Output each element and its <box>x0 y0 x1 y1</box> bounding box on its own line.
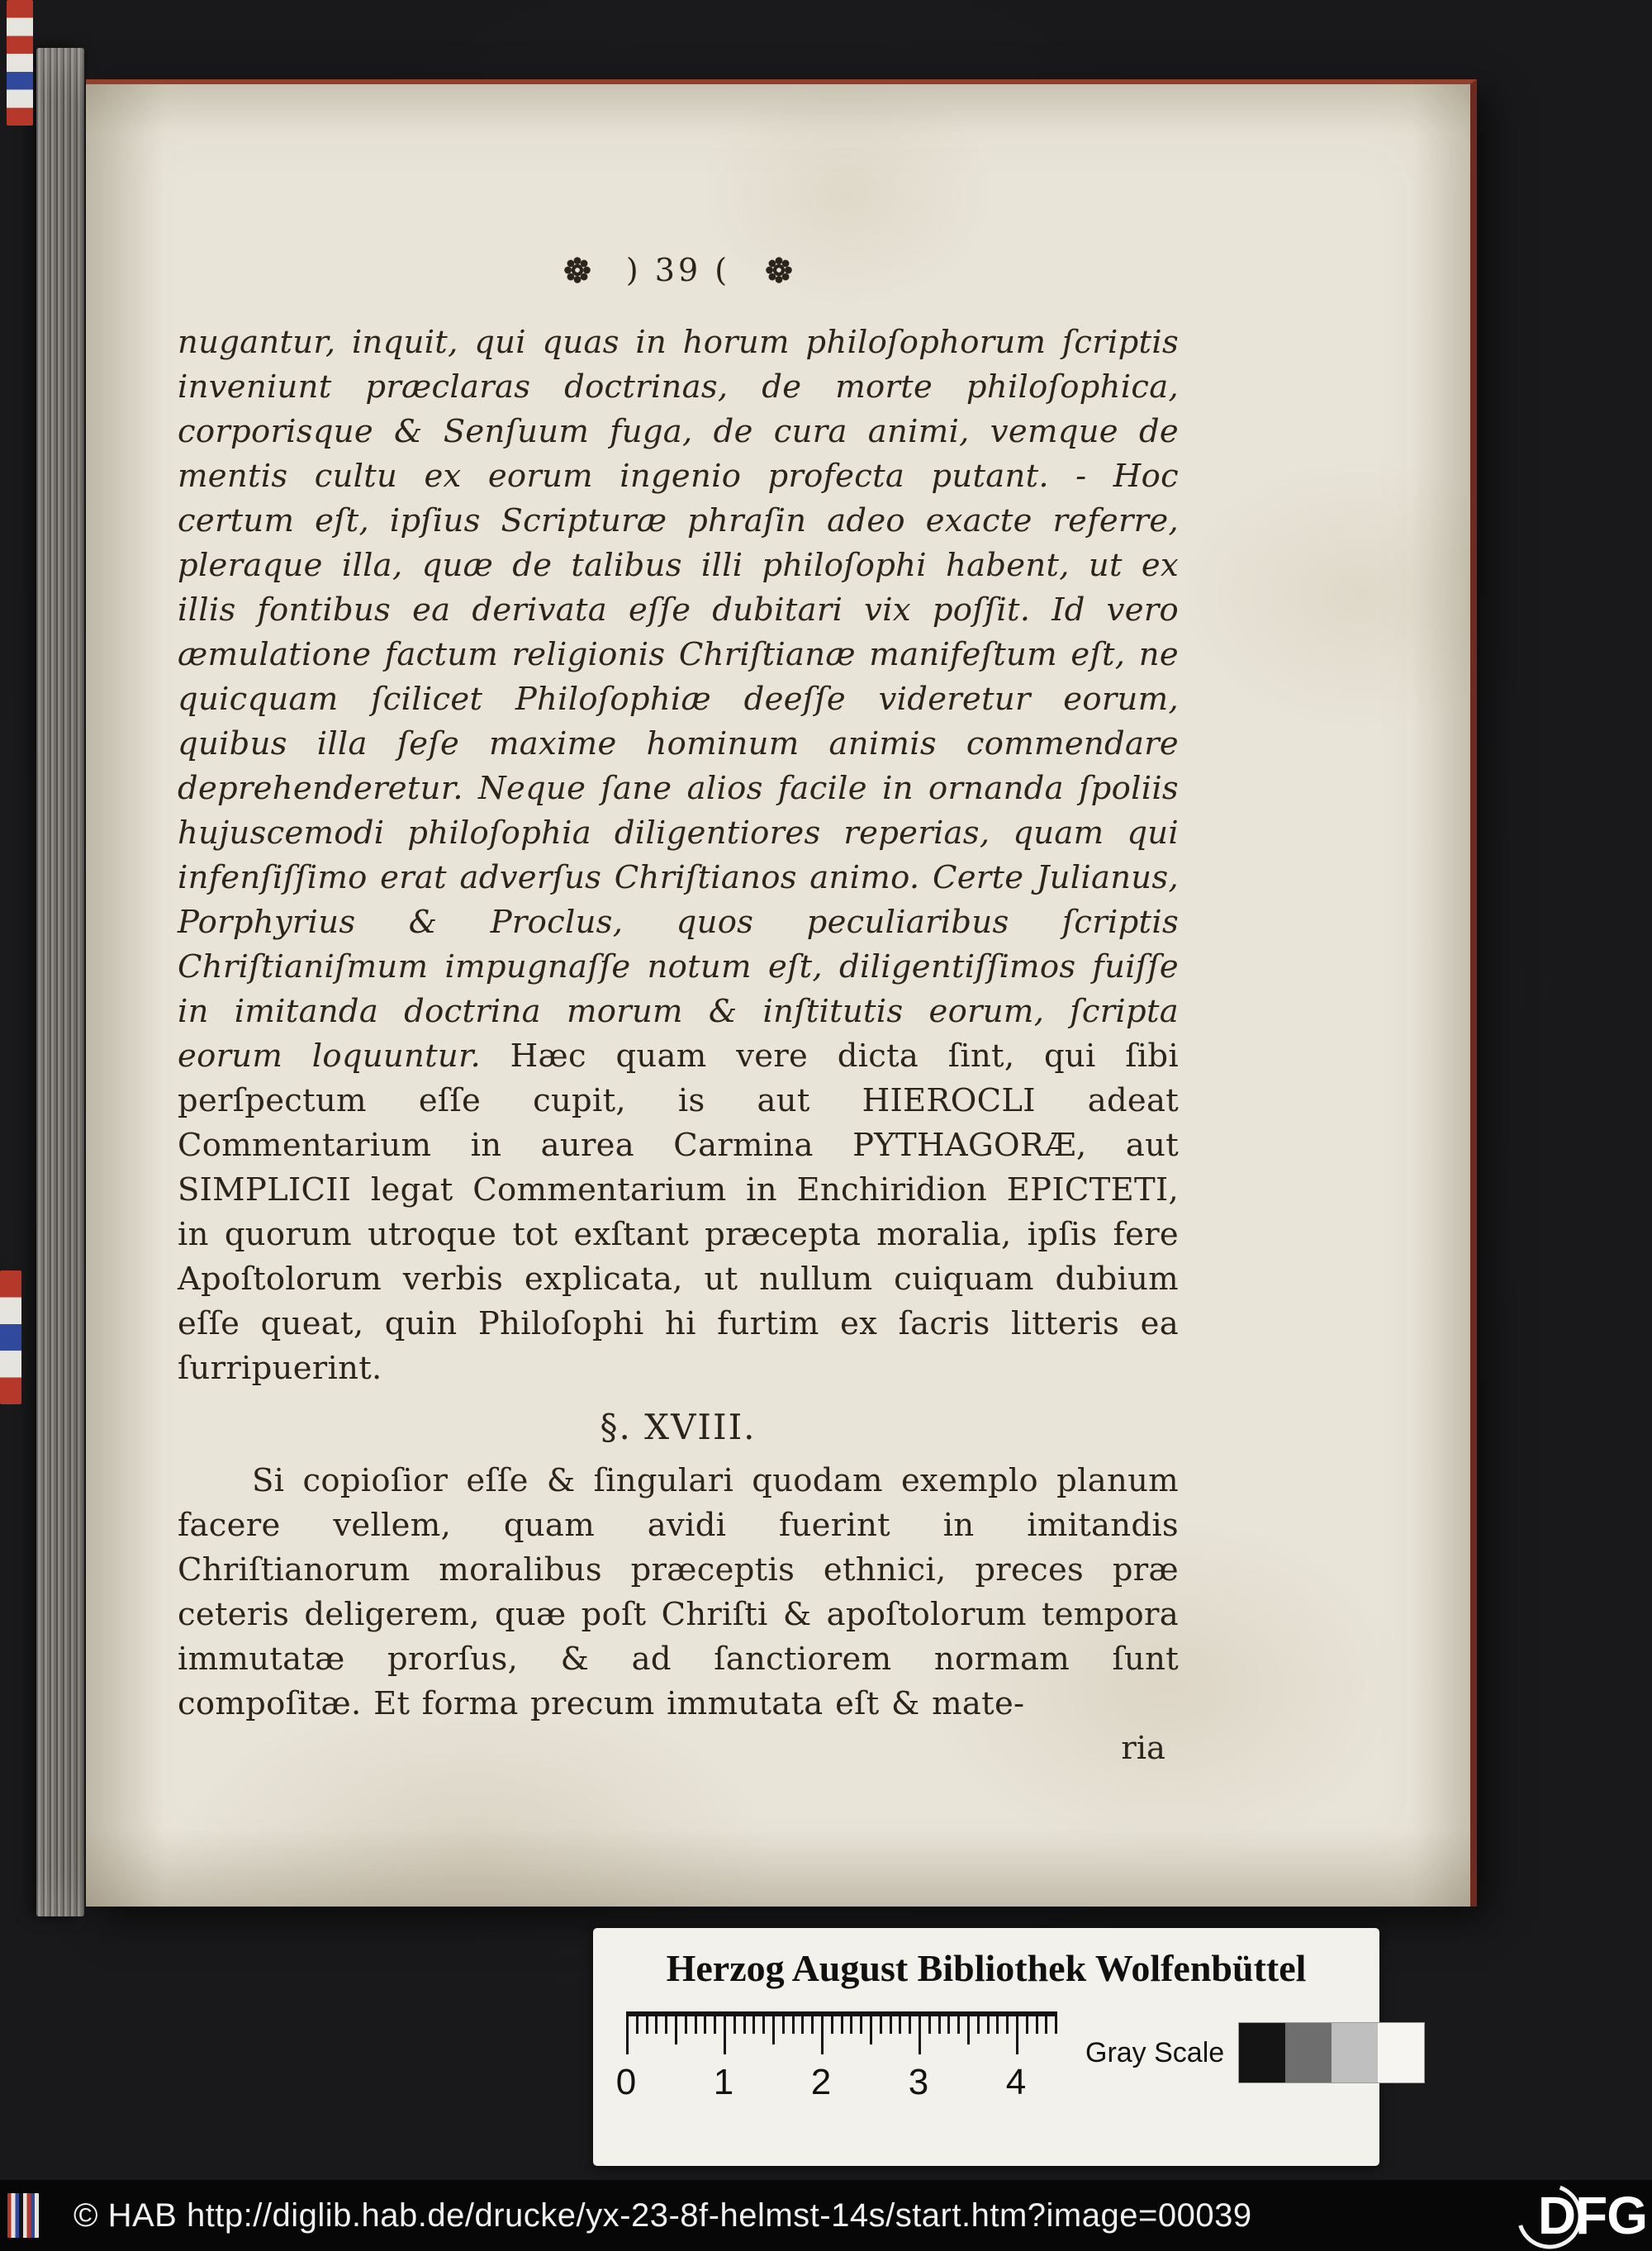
footer-bar <box>0 2180 1652 2251</box>
ruler-tick <box>821 2016 824 2054</box>
ruler-tick <box>967 2016 970 2044</box>
ruler-tick <box>724 2016 726 2054</box>
ruler-ticks <box>626 2011 1057 2054</box>
ruler-tick <box>675 2016 677 2044</box>
fleuron-icon <box>562 254 593 286</box>
calibration-strip-middle <box>0 1270 21 1404</box>
ruler-tick <box>743 2016 746 2034</box>
gray-scale-swatches <box>1239 2023 1424 2082</box>
ruler-tick <box>762 2016 765 2034</box>
ruler-tick <box>704 2016 706 2034</box>
latin-italic-text: nugantur, inquit, qui quas in horum philoſophorum ſcriptis inveniunt præclaras doctrinas, de morte philoſophica, corporisque & Senſuum fuga, de cura animi, vemque de mentis cultu ex eorum ingenio profecta putant. - Hoc certum eſt, ipſius Scripturæ phraſin adeo exacte referre, pleraque illa, quæ de talibus illi philoſophi habent, ut ex illis fontibus ea derivata eſſe dubitari vix poſſit. Id vero æmulatione factum religionis Chriſtianæ manifeſtum eſt, ne quicquam ſcilicet Philoſophiæ deeſſe videretur eorum, quibus illa ſeſe maxime hominum animis commendare deprehenderetur. Neque ſane alios facile in ornanda ſpoliis hujuscemodi philoſophia diligentiores reperias, quam qui infenſiſſimo erat adverſus Chriſtianos animo. Certe Julianus, Porphyrius & Proclus, quos peculiaribus ſcriptis Chriſtianiſmum impugnaſſe notum eſt, diligentiſſimos fuiſſe in imitanda doctrina morum & inſtitutis eorum, ſcripta eorum loquuntur. <box>178 324 1179 1075</box>
gray-swatch <box>1239 2023 1285 2082</box>
color-barcode <box>7 2193 39 2238</box>
ruler-number: 4 <box>1005 2061 1027 2102</box>
ruler-tick <box>1036 2016 1038 2034</box>
ruler-tick <box>665 2016 667 2034</box>
label-scale-row <box>615 2011 1358 2112</box>
ruler-tick <box>752 2016 755 2034</box>
ruler-tick <box>646 2016 648 2034</box>
ruler-tick <box>782 2016 785 2034</box>
ruler-tick <box>733 2016 736 2034</box>
library-label <box>593 1928 1379 2166</box>
ruler-tick <box>977 2016 980 2034</box>
dfg-logo-text: DFG <box>1537 2186 1647 2245</box>
ruler-tick <box>811 2016 814 2034</box>
ruler-tick <box>909 2016 911 2034</box>
ruler-tick <box>1055 2016 1057 2034</box>
ruler-tick <box>655 2016 657 2034</box>
ruler-tick <box>695 2016 697 2034</box>
fleuron-icon <box>763 254 795 286</box>
source-url: © HAB http://diglib.hab.de/drucke/yx-23-8f-helmst-14s/start.htm?image=00039 <box>74 2197 1252 2234</box>
section-heading: §. XVIII. <box>600 1407 757 1447</box>
ruler-tick <box>870 2016 872 2044</box>
ruler-tick <box>919 2016 921 2054</box>
ruler-tick <box>860 2016 862 2034</box>
ruler-tick <box>772 2016 775 2044</box>
ruler-number: 3 <box>908 2061 929 2102</box>
ruler-tick <box>890 2016 892 2034</box>
ruler-number: 2 <box>810 2061 832 2102</box>
calibration-strip-top <box>7 0 33 126</box>
gray-swatch <box>1378 2023 1424 2082</box>
ruler-tick <box>996 2016 999 2034</box>
dfg-logo <box>1538 2180 1650 2251</box>
ruler-tick <box>1026 2016 1028 2034</box>
ruler-tick <box>987 2016 990 2034</box>
book-page-edges <box>36 48 84 1916</box>
ruler-tick <box>850 2016 852 2034</box>
paragraph-continuation <box>178 321 1179 1391</box>
ruler-tick <box>928 2016 931 2034</box>
ruler-tick <box>714 2016 716 2034</box>
page-header <box>178 246 1179 294</box>
ruler-number: 0 <box>615 2061 637 2102</box>
text-block <box>178 246 1179 1771</box>
gray-scale-label: Gray Scale <box>1085 2036 1225 2068</box>
gray-scale <box>1085 2023 1424 2082</box>
ruler-tick <box>938 2016 941 2034</box>
catchword: ria <box>1121 1730 1165 1767</box>
paragraph-xviii: Si copioſior eſſe & ſingulari quodam exemplo planum facere vellem, quam avidi fuerint in imitandis Chriſtianorum moralibus præceptis ethnici, preces præ ceteris deligerem, quæ poſt Chriſti & apoſtolorum tempora immutatæ prorſus, & ad ſanctiorem normam ſunt compoſitæ. Et forma precum immutata eſt & mate- <box>178 1462 1179 1722</box>
library-name: Herzog August Bibliothek Wolfenbüttel <box>666 1947 1307 1989</box>
page-number: ) 39 ( <box>625 252 731 288</box>
ruler-tick <box>801 2016 804 2034</box>
ruler-tick <box>1006 2016 1009 2034</box>
ruler-numbers <box>615 2061 1057 2112</box>
ruler-tick <box>685 2016 687 2034</box>
ruler-tick <box>1016 2016 1018 2054</box>
ruler-tick <box>899 2016 901 2034</box>
scanned-book-page <box>86 79 1477 1907</box>
ruler-tick <box>636 2016 638 2034</box>
ruler-tick <box>957 2016 960 2034</box>
gray-swatch <box>1285 2023 1332 2082</box>
ruler-tick <box>1045 2016 1047 2034</box>
ruler-scale <box>615 2011 1057 2112</box>
ruler-tick <box>831 2016 833 2034</box>
gray-swatch <box>1332 2023 1378 2082</box>
latin-roman-text: Hæc quam vere dicta ſint, qui ſibi perſpectum eſſe cupit, is aut HIEROCLI adeat Commentarium in aurea Carmina PYTHAGORÆ, aut SIMPLICII legat Commentarium in Enchiridion EPICTETI, in quorum utroque tot exſtant præcepta moralia, ipſis fere Apoſtolorum verbis explicata, ut nullum cuiquam dubium eſſe queat, quin Philoſophi hi furtim ex ſacris litteris ea ſurripuerint. <box>178 1038 1179 1387</box>
ruler-tick <box>792 2016 795 2034</box>
ruler-tick <box>947 2016 950 2034</box>
ruler-tick <box>841 2016 843 2034</box>
ruler-number: 1 <box>713 2061 734 2102</box>
ruler-tick <box>626 2016 629 2054</box>
ruler-tick <box>880 2016 882 2034</box>
